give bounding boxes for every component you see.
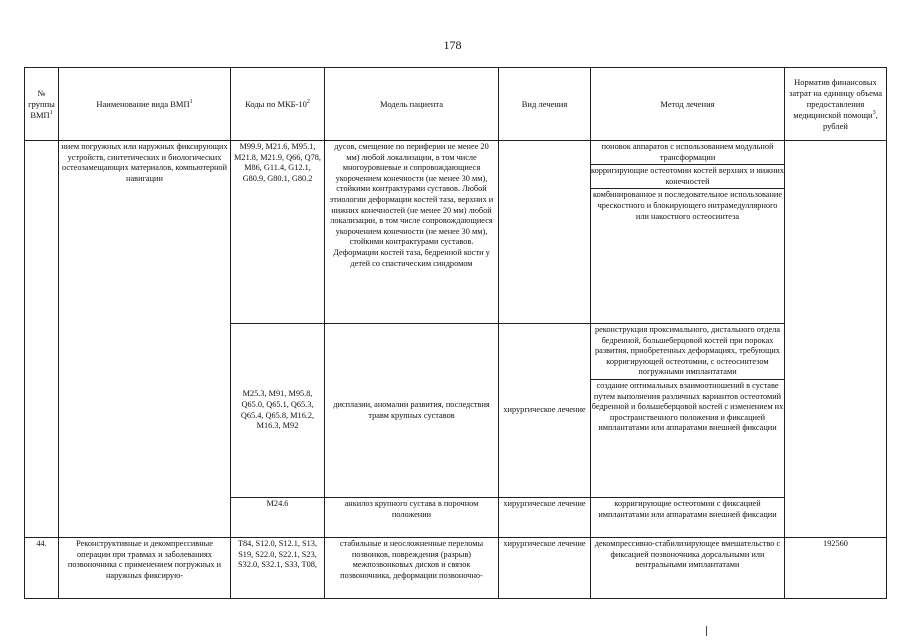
header-group: № группы ВМП$^1$ bbox=[25, 68, 59, 141]
method-cell bbox=[591, 141, 785, 324]
codes-cell: M25.3, M91, M95.8, Q65.0, Q65.1, Q65.3, Q65.4, Q65.8, M16.2, M16.3, M92 bbox=[231, 324, 325, 498]
group-cell: 44. bbox=[25, 538, 59, 599]
treatment-cell: хирургическое лечение bbox=[499, 324, 591, 498]
header-name: Наименование вида ВМП$^1$ bbox=[59, 68, 231, 141]
table-row bbox=[25, 538, 887, 599]
norm-cell: 192560 bbox=[785, 538, 887, 599]
codes-cell: T84, S12.0, S12.1, S13, S19, S22.0, S22.1, S23, S32.0, S32.1, S33, T08, bbox=[231, 538, 325, 599]
name-cell: Реконструктивные и декомпрессивные операции при травмах и заболеваниях позвоночника с применением погружных и наружных фиксирую- bbox=[59, 538, 231, 599]
norm-cell bbox=[785, 141, 887, 538]
method-cell: декомпрессивно-стабилизирующее вмешательство с фиксацией позвоночника дорсальными или вентральными имплантатами bbox=[591, 538, 785, 599]
method-item: комбинированное и последовательное использование чрескостного и блокирующего интрамедуллярного или накостного остеосинтеза bbox=[592, 190, 783, 221]
table-row bbox=[25, 141, 887, 324]
treatment-cell: хирургическое лечение bbox=[499, 498, 591, 538]
header-treatment: Вид лечения bbox=[499, 68, 591, 141]
method-item: поновок аппаратов с использованием модульной трансформации bbox=[591, 141, 784, 165]
name-cell: нием погружных или наружных фиксирующих устройств, синтетических и биологических остеозамещающих материалов, компьютерной навигации bbox=[59, 141, 231, 538]
treatment-cell: хирургическое лечение bbox=[499, 538, 591, 599]
model-cell: дисплазии, аномалии развития, последствия травм крупных суставов bbox=[325, 324, 499, 498]
model-cell: анкилоз крупного сустава в порочном положении bbox=[325, 498, 499, 538]
header-codes: Коды по МКБ-$10^2$ bbox=[231, 68, 325, 141]
header-model: Модель пациента bbox=[325, 68, 499, 141]
codes-cell: M24.6 bbox=[231, 498, 325, 538]
codes-cell: M99.9, M21.6, M95.1, M21.8, M21.9, Q66, Q78, M86, G11.4, G12.1, G80.9, G80.1, G80.2 bbox=[231, 141, 325, 324]
method-item: реконструкция проксимального, дистального отдела бедренной, большеберцовой костей при пороках развития, приобретенных деформациях, требующих корригирующей остеотомии, с остеосинтезом погружными имплантатами bbox=[591, 324, 784, 380]
procedures-table bbox=[24, 67, 887, 599]
method-cell: корригирующие остеотомии с фиксацией имплантатами или аппаратами внешней фиксации bbox=[591, 498, 785, 538]
header-norm: Норматив финансовых затрат на единицу объема предоставления медицинской помощи$^3$, рублей bbox=[785, 68, 887, 141]
header-method: Метод лечения bbox=[591, 68, 785, 141]
treatment-cell bbox=[499, 141, 591, 324]
model-cell: стабильные и неосложненные переломы позвонков, повреждения (разрыв) межпозвонковых дисков и связок позвоночника, деформации позвоночно- bbox=[325, 538, 499, 599]
procedures-table-sheet bbox=[24, 67, 886, 595]
method-item: создание оптимальных взаимоотношений в суставе путем выполнения различных вариантов остеотомий бедренной и большеберцовой костей с изменением их пространственного положения и фиксацией имплантатами или аппаратами внешней фиксации bbox=[591, 380, 784, 433]
method-item: корригирующие остеотомии костей верхних и нижних конечностей bbox=[591, 165, 784, 189]
scan-mark bbox=[706, 626, 707, 636]
model-cell: дусов, смещение по периферии не менее 20 мм) любой локализации, в том числе многоуровневые и сопровождающиеся укорочением конечности (не менее 30 мм), стойкими контрактурами суставов. Любой этиологии деформации костей таза, верхних и нижних конечностей (не менее 20 мм) любой локализации, в том числе сопровождающиеся укорочением конечности (не менее 30 мм), стойкими контрактурами суставов. Деформации костей таза, бедренной кости у детей со спастическим синдромом bbox=[325, 141, 499, 324]
group-cell bbox=[25, 141, 59, 538]
method-cell bbox=[591, 324, 785, 498]
page-number: 178 bbox=[443, 38, 462, 52]
table-header-row bbox=[25, 68, 887, 141]
